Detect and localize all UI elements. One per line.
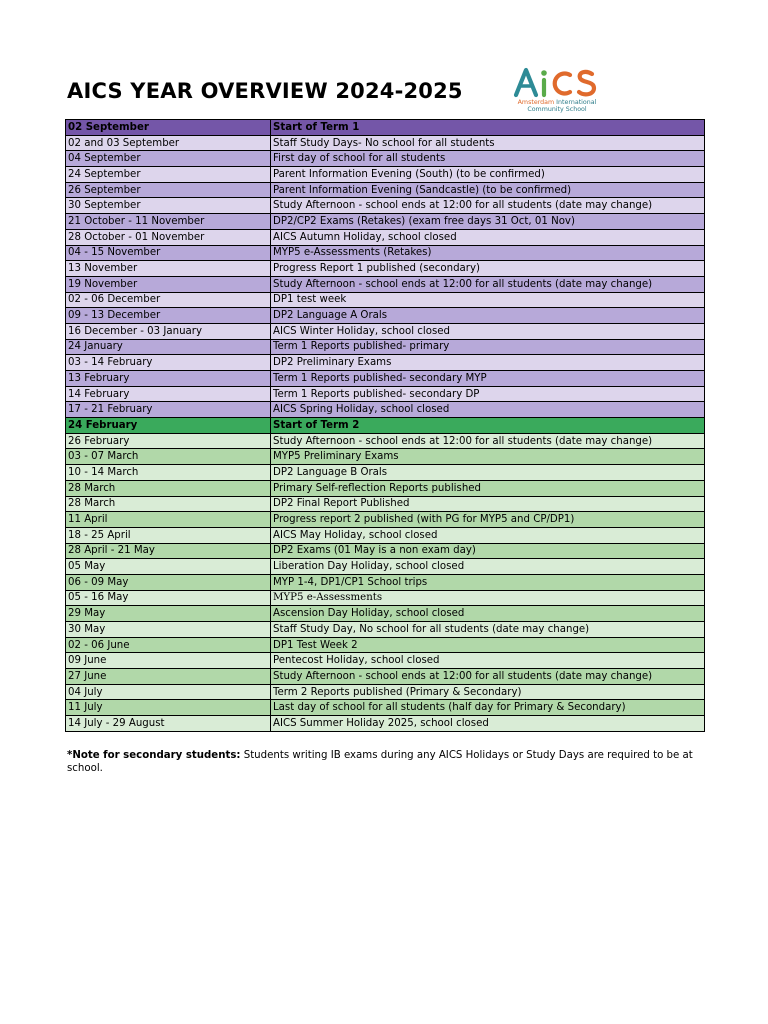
logo-caption-line2: Community School xyxy=(527,106,587,113)
date-cell: 21 October - 11 November xyxy=(66,214,271,230)
date-cell: 28 March xyxy=(66,480,271,496)
table-row xyxy=(66,355,705,371)
date-cell: 30 May xyxy=(66,622,271,638)
date-cell: 14 July - 29 August xyxy=(66,716,271,732)
event-cell: AICS Spring Holiday, school closed xyxy=(271,402,705,418)
table-row xyxy=(66,214,705,230)
event-cell: Start of Term 1 xyxy=(271,120,705,136)
event-cell: Term 2 Reports published (Primary & Secondary) xyxy=(271,684,705,700)
event-cell: DP1 test week xyxy=(271,292,705,308)
table-row xyxy=(66,151,705,167)
table-row xyxy=(66,669,705,685)
event-cell: First day of school for all students xyxy=(271,151,705,167)
event-cell: AICS Winter Holiday, school closed xyxy=(271,323,705,339)
event-cell: DP2 Preliminary Exams xyxy=(271,355,705,371)
table-body xyxy=(66,120,705,732)
event-cell: DP2 Final Report Published xyxy=(271,496,705,512)
table-row xyxy=(66,637,705,653)
event-cell: MYP5 e-Assessments xyxy=(271,590,705,606)
date-cell: 28 October - 01 November xyxy=(66,229,271,245)
table-row xyxy=(66,543,705,559)
event-cell: Primary Self-reflection Reports published xyxy=(271,480,705,496)
event-cell: MYP 1-4, DP1/CP1 School trips xyxy=(271,574,705,590)
table-row xyxy=(66,386,705,402)
date-cell: 10 - 14 March xyxy=(66,465,271,481)
event-cell: Parent Information Evening (South) (to be confirmed) xyxy=(271,167,705,183)
event-cell: Parent Information Evening (Sandcastle) (to be confirmed) xyxy=(271,182,705,198)
event-cell: DP2 Language A Orals xyxy=(271,308,705,324)
table-row xyxy=(66,135,705,151)
date-cell: 04 September xyxy=(66,151,271,167)
event-cell: MYP5 e-Assessments (Retakes) xyxy=(271,245,705,261)
table-row xyxy=(66,261,705,277)
date-cell: 03 - 07 March xyxy=(66,449,271,465)
date-cell: 04 July xyxy=(66,684,271,700)
date-cell: 24 February xyxy=(66,418,271,434)
date-cell: 13 February xyxy=(66,371,271,387)
event-cell: AICS May Holiday, school closed xyxy=(271,527,705,543)
page-header xyxy=(67,62,707,120)
event-cell: Term 1 Reports published- secondary DP xyxy=(271,386,705,402)
table-row xyxy=(66,527,705,543)
event-cell: Term 1 Reports published- primary xyxy=(271,339,705,355)
table-row xyxy=(66,559,705,575)
date-cell: 26 February xyxy=(66,433,271,449)
event-cell: Staff Study Days- No school for all students xyxy=(271,135,705,151)
table-row xyxy=(66,433,705,449)
event-cell: Study Afternoon - school ends at 12:00 for all students (date may change) xyxy=(271,198,705,214)
date-cell: 09 June xyxy=(66,653,271,669)
table-row xyxy=(66,480,705,496)
table-row xyxy=(66,276,705,292)
event-cell: DP1 Test Week 2 xyxy=(271,637,705,653)
event-cell: Staff Study Day, No school for all students (date may change) xyxy=(271,622,705,638)
date-cell: 30 September xyxy=(66,198,271,214)
table-row xyxy=(66,167,705,183)
date-cell: 16 December - 03 January xyxy=(66,323,271,339)
date-cell: 26 September xyxy=(66,182,271,198)
table-row xyxy=(66,402,705,418)
date-cell: 05 May xyxy=(66,559,271,575)
event-cell: AICS Summer Holiday 2025, school closed xyxy=(271,716,705,732)
event-cell: Progress report 2 published (with PG for MYP5 and CP/DP1) xyxy=(271,512,705,528)
event-cell: Progress Report 1 published (secondary) xyxy=(271,261,705,277)
date-cell: 29 May xyxy=(66,606,271,622)
event-cell: Term 1 Reports published- secondary MYP xyxy=(271,371,705,387)
date-cell: 02 - 06 June xyxy=(66,637,271,653)
table-row xyxy=(66,245,705,261)
event-cell: DP2/CP2 Exams (Retakes) (exam free days 31 Oct, 01 Nov) xyxy=(271,214,705,230)
table-row xyxy=(66,339,705,355)
date-cell: 02 September xyxy=(66,120,271,136)
date-cell: 28 April - 21 May xyxy=(66,543,271,559)
date-cell: 05 - 16 May xyxy=(66,590,271,606)
table-row xyxy=(66,449,705,465)
date-cell: 02 and 03 September xyxy=(66,135,271,151)
table-row xyxy=(66,229,705,245)
school-logo xyxy=(512,66,602,118)
date-cell: 04 - 15 November xyxy=(66,245,271,261)
date-cell: 18 - 25 April xyxy=(66,527,271,543)
date-cell: 28 March xyxy=(66,496,271,512)
event-cell: Ascension Day Holiday, school closed xyxy=(271,606,705,622)
event-cell: Start of Term 2 xyxy=(271,418,705,434)
table-row xyxy=(66,292,705,308)
table-row xyxy=(66,465,705,481)
secondary-students-note xyxy=(67,749,707,775)
table-row xyxy=(66,653,705,669)
date-cell: 27 June xyxy=(66,669,271,685)
event-cell: Liberation Day Holiday, school closed xyxy=(271,559,705,575)
note-text: Students writing IB exams during any AICS Holidays or Study Days are required to be at school. xyxy=(67,750,693,774)
logo-caption-line1: Amsterdam International xyxy=(517,99,597,106)
term-start-row xyxy=(66,418,705,434)
event-cell: Last day of school for all students (half day for Primary & Secondary) xyxy=(271,700,705,716)
date-cell: 11 July xyxy=(66,700,271,716)
table-row xyxy=(66,182,705,198)
date-cell: 13 November xyxy=(66,261,271,277)
date-cell: 03 - 14 February xyxy=(66,355,271,371)
table-row xyxy=(66,308,705,324)
event-cell: Study Afternoon - school ends at 12:00 for all students (date may change) xyxy=(271,433,705,449)
event-cell: MYP5 Preliminary Exams xyxy=(271,449,705,465)
date-cell: 14 February xyxy=(66,386,271,402)
event-cell: Study Afternoon - school ends at 12:00 for all students (date may change) xyxy=(271,669,705,685)
event-cell: Study Afternoon - school ends at 12:00 for all students (date may change) xyxy=(271,276,705,292)
aics-logo-mark xyxy=(512,66,602,98)
event-cell: DP2 Language B Orals xyxy=(271,465,705,481)
table-row xyxy=(66,323,705,339)
date-cell: 11 April xyxy=(66,512,271,528)
table-row xyxy=(66,371,705,387)
event-cell: Pentecost Holiday, school closed xyxy=(271,653,705,669)
event-cell: DP2 Exams (01 May is a non exam day) xyxy=(271,543,705,559)
table-row xyxy=(66,512,705,528)
date-cell: 09 - 13 December xyxy=(66,308,271,324)
note-label: *Note for secondary students: xyxy=(67,750,241,761)
event-cell: AICS Autumn Holiday, school closed xyxy=(271,229,705,245)
page-title: AICS YEAR OVERVIEW 2024-2025 xyxy=(67,79,463,103)
date-cell: 02 - 06 December xyxy=(66,292,271,308)
table-row xyxy=(66,606,705,622)
table-row xyxy=(66,590,705,606)
date-cell: 06 - 09 May xyxy=(66,574,271,590)
date-cell: 24 September xyxy=(66,167,271,183)
table-row xyxy=(66,574,705,590)
table-row xyxy=(66,716,705,732)
table-row xyxy=(66,198,705,214)
date-cell: 24 January xyxy=(66,339,271,355)
table-row xyxy=(66,700,705,716)
date-cell: 19 November xyxy=(66,276,271,292)
date-cell: 17 - 21 February xyxy=(66,402,271,418)
table-row xyxy=(66,496,705,512)
term-start-row xyxy=(66,120,705,136)
table-row xyxy=(66,622,705,638)
table-row xyxy=(66,684,705,700)
year-overview-table xyxy=(65,119,705,732)
